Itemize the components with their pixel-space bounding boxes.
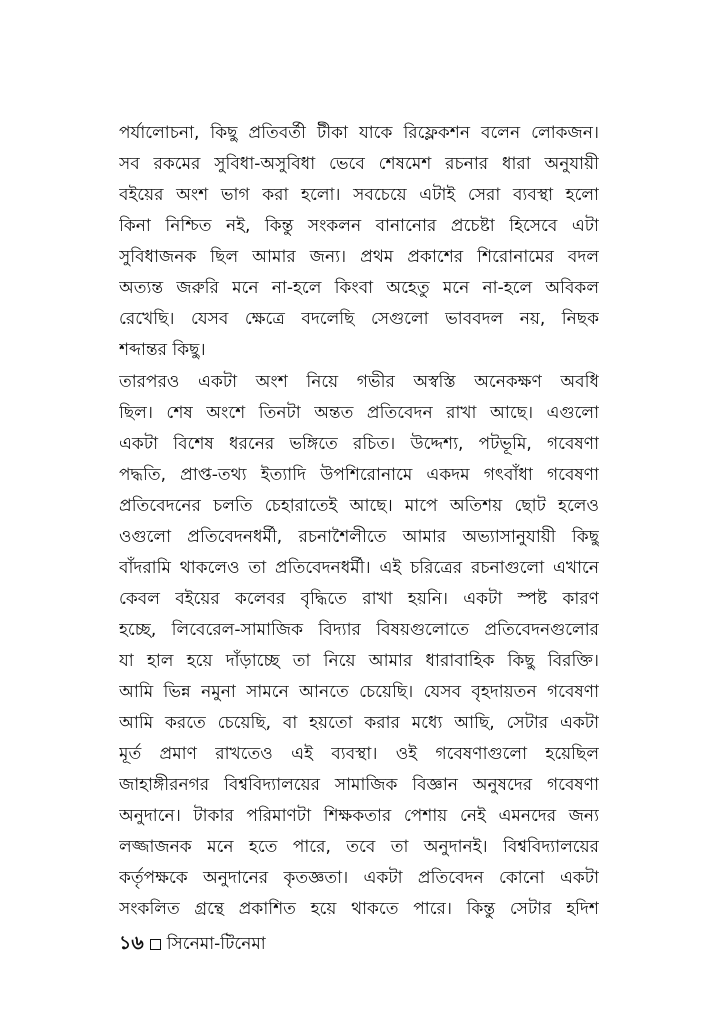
page-number: ১৬ bbox=[119, 932, 144, 954]
text-line: জাহাঙ্গীরনগর বিশ্ববিদ্যালয়ের সামাজিক বিজ্ঞান অনুষদের গবেষণা bbox=[119, 775, 599, 795]
text-line: রেখেছি। যেসব ক্ষেত্রে বদলেছি সেগুলো ভাববদল নয়, নিছক bbox=[119, 309, 599, 329]
text-line: অত্যন্ত জরুরি মনে না-হলে কিংবা অহেতু মনে না-হলে অবিকল bbox=[119, 278, 599, 298]
text-line: তারপরও একটা অংশ নিয়ে গভীর অস্বস্তি অনেকক্ষণ অবধি bbox=[119, 372, 599, 392]
text-line: পদ্ধতি, প্রাপ্ত-তথ্য ইত্যাদি উপশিরোনামে একদম গৎবাঁধা গবেষণা bbox=[119, 465, 599, 485]
text-line: বইয়ের অংশ ভাগ করা হলো। সবচেয়ে এটাই সেরা ব্যবস্থা হলো bbox=[119, 185, 599, 205]
text-line: সংকলিত গ্রন্থে প্রকাশিত হয়ে থাকতে পারে। কিন্তু সেটার হদিশ bbox=[119, 899, 599, 919]
text-line: কর্তৃপক্ষকে অনুদানের কৃতজ্ঞতা। একটা প্রতিবেদন কোনো একটা bbox=[119, 868, 599, 888]
paragraph-1 bbox=[119, 118, 599, 366]
text-line: পর্যালোচনা, কিছু প্রতিবর্তী টীকা যাকে রিফ্লেকশন বলেন লোকজন। bbox=[119, 123, 599, 143]
text-line: অনুদানে। টাকার পরিমাণটা শিক্ষকতার পেশায় নেই এমনদের জন্য bbox=[119, 806, 599, 826]
paragraph-2 bbox=[119, 367, 599, 925]
text-line: কিনা নিশ্চিত নই, কিন্তু সংকলন বানানোর প্রচেষ্টা হিসেবে এটা bbox=[119, 216, 599, 236]
text-line: সব রকমের সুবিধা-অসুবিধা ভেবে শেষমেশ রচনার ধারা অনুযায়ী bbox=[119, 154, 599, 174]
text-line: বাঁদরামি থাকলেও তা প্রতিবেদনধর্মী। এই চরিত্রের রচনাগুলো এখানে bbox=[119, 558, 599, 578]
text-line: হচ্ছে, লিবেরেল-সামাজিক বিদ্যার বিষয়গুলোতে প্রতিবেদনগুলোর bbox=[119, 620, 599, 640]
text-line: লজ্জাজনক মনে হতে পারে, তবে তা অনুদানই। বিশ্ববিদ্যালয়ের bbox=[119, 837, 599, 857]
text-line: মূর্ত প্রমাণ রাখতেও এই ব্যবস্থা। ওই গবেষণাগুলো হয়েছিল bbox=[119, 744, 599, 764]
text-line: সুবিধাজনক ছিল আমার জন্য। প্রথম প্রকাশের শিরোনামের বদল bbox=[119, 247, 599, 267]
book-title: সিনেমা-টিনেমা bbox=[166, 934, 266, 954]
text-line: যা হাল হয়ে দাঁড়াচ্ছে তা নিয়ে আমার ধারাবাহিক কিছু বিরক্তি। bbox=[119, 651, 599, 671]
text-line: আমি ভিন্ন নমুনা সামনে আনতে চেয়েছি। যেসব বৃহদায়তন গবেষণা bbox=[119, 682, 599, 702]
text-line: ওগুলো প্রতিবেদনধর্মী, রচনাশৈলীতে আমার অভ্যাসানুযায়ী কিছু bbox=[119, 527, 599, 547]
text-line: একটা বিশেষ ধরনের ভঙ্গিতে রচিত। উদ্দেশ্য, পটভূমি, গবেষণা bbox=[119, 434, 599, 454]
text-line: কেবল বইয়ের কলেবর বৃদ্ধিতে রাখা হয়নি। একটা স্পষ্ট কারণ bbox=[119, 589, 599, 609]
text-line: প্রতিবেদনের চলতি চেহারাতেই আছে। মাপে অতিশয় ছোট হলেও bbox=[119, 496, 599, 516]
text-line: ছিল। শেষ অংশে তিনটা অন্তত প্রতিবেদন রাখা আছে। এগুলো bbox=[119, 403, 599, 423]
text-line: শব্দান্তর কিছু। bbox=[119, 340, 206, 360]
text-line: আমি করতে চেয়েছি, বা হয়তো করার মধ্যে আছি, সেটার একটা bbox=[119, 713, 599, 733]
square-separator-icon bbox=[150, 939, 161, 950]
page-footer bbox=[119, 928, 266, 958]
